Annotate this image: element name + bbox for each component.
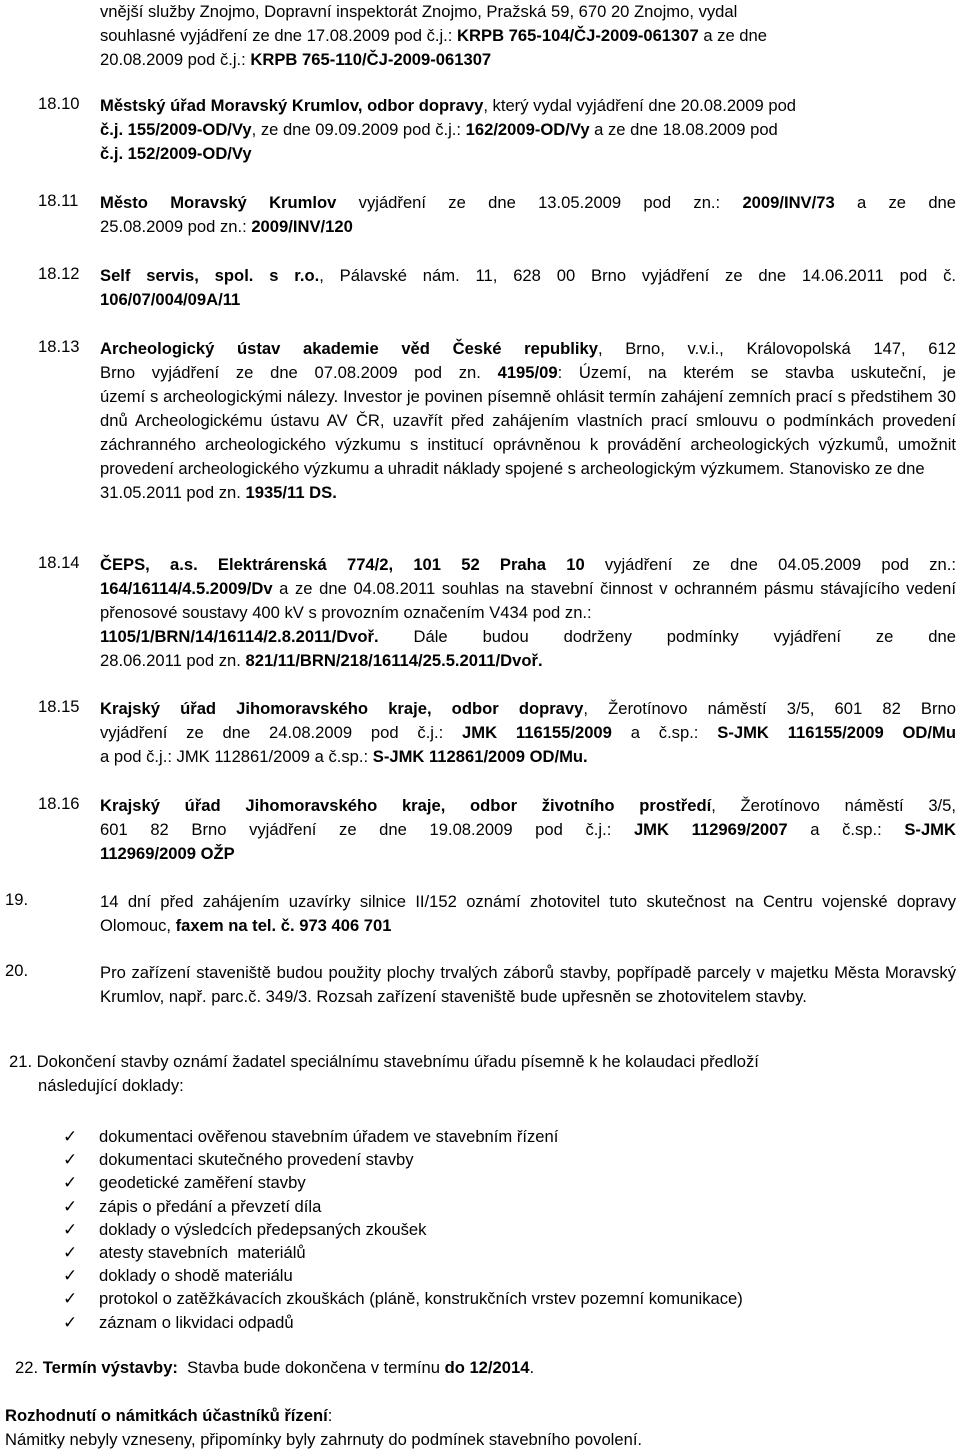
- text-span: a ze dne 04.08.2011 souhlas na stavební činnost v ochranném pásmu stávajícího vedení přenosové soustavy 400 kV s provozním označením V434 pod zn.:: [100, 579, 956, 622]
- text-line: vnější služby Znojmo, Dopravní inspektorát Znojmo, Pražská 59, 670 20 Znojmo, vydal: [100, 2, 738, 21]
- reference-number: JMK 112969/2007: [633, 820, 788, 839]
- list-item: [63, 1311, 743, 1334]
- reference-number: 162/2009-OD/Vy: [465, 120, 590, 139]
- paragraph: Pro zařízení staveniště budou použity plochy trvalých záborů stavby, popřípadě parcely v majetku Města Moravský Krumlov, např. parc.č. 349/3. Rozsah zařízení staveniště bude upřesněn se zhotovitelem stavby.: [100, 963, 956, 1006]
- reference-number: č.j. 155/2009-OD/Vy: [100, 120, 252, 139]
- authority-name: ČEPS, a.s. Elektrárenská 774/2, 101 52 Praha 10: [100, 555, 585, 574]
- check-icon: ✓: [63, 1242, 78, 1262]
- reference-number: JMK 116155/2009: [462, 723, 612, 742]
- list-item-text: dokumentaci skutečného provedení stavby: [99, 1150, 414, 1170]
- reference-number: 821/11/BRN/218/16114/25.5.2011/Dvoř.: [245, 651, 543, 670]
- list-item-text: doklady o výsledcích předepsaných zkoušek: [99, 1219, 427, 1239]
- reference-number: 2009/INV/120: [251, 217, 353, 236]
- item-number: 18.10: [38, 94, 80, 113]
- text-span: , Žerotínovo náměstí 3/5, 601 82 Brno: [583, 699, 956, 718]
- text-span: , Brno, v.v.i., Královopolská 147, 612: [597, 339, 956, 358]
- text-span: a ze dne: [834, 193, 957, 212]
- text-span: vyjádření ze dne 24.08.2009 pod č.j.:: [100, 723, 463, 742]
- text-span: , Pálavské nám. 11, 628 00 Brno vyjádření ze dne 14.06.2011 pod č.: [319, 266, 956, 285]
- reference-number: 1935/11 DS.: [245, 483, 337, 502]
- authority-name: Krajský úřad Jihomoravského kraje, odbor životního prostředí: [100, 796, 712, 815]
- text-span: .: [529, 1358, 535, 1377]
- paragraph: území s archeologickými nálezy. Investor je povinen písemně ohlásit termín zahájení zemních prací s předstihem 30 dnů Archeologickému ústavu AV ČR, uzavřít před zahájením vlastních prací smlouvu o podmínkách provedení záchranného archeologického výzkumu s institucí oprávněnou k provádění archeologických výzkumů, umožnit provedení archeologického výzkumu a uhradit náklady spojené s archeologickým výzkumem. Stanovisko ze dne: [100, 387, 956, 478]
- section-heading: Rozhodnutí o námitkách účastníků řízení: [5, 1406, 328, 1425]
- list-item: [63, 1125, 743, 1148]
- list-item: [63, 1148, 743, 1171]
- continuation-text: [100, 0, 956, 72]
- check-icon: ✓: [63, 1196, 78, 1216]
- list-item: [63, 1195, 743, 1218]
- list-item-text: geodetické zaměření stavby: [99, 1173, 306, 1193]
- reference-number: S-JMK 112861/2009 OD/Mu.: [372, 747, 588, 766]
- reference-number: 164/16114/4.5.2009/Dv: [100, 579, 273, 598]
- text-span: 601 82 Brno vyjádření ze dne 19.08.2009 pod č.j.:: [100, 820, 634, 839]
- text-span: Dále budou dodrženy podmínky vyjádření ze dne: [378, 627, 956, 646]
- item-number: 18.11: [38, 191, 79, 210]
- condition-21: [9, 1050, 909, 1098]
- list-item-text: zápis o předání a převzetí díla: [99, 1196, 322, 1216]
- check-icon: ✓: [63, 1173, 78, 1193]
- item-number: 18.15: [38, 697, 80, 716]
- reference-number: 4195/09: [497, 363, 558, 382]
- item-number: 18.14: [38, 553, 80, 572]
- text-span: Brno vyjádření ze dne 07.08.2009 pod zn.: [100, 363, 498, 382]
- objections-decision: [5, 1404, 642, 1452]
- text-span: a č.sp.:: [787, 820, 905, 839]
- text-span: , ze dne 09.09.2009 pod č.j.:: [251, 120, 466, 139]
- reference-number: S-JMK 116155/2009 OD/Mu: [717, 723, 956, 742]
- list-item-text: záznam o likvidaci odpadů: [99, 1312, 294, 1332]
- text-span: a ze dne: [698, 26, 767, 45]
- reference-number: S-JMK: [904, 820, 956, 839]
- list-item: [63, 1241, 743, 1264]
- check-icon: ✓: [63, 1127, 78, 1146]
- text-span: , Žerotínovo náměstí 3/5,: [711, 796, 957, 815]
- condition-22: [15, 1356, 534, 1380]
- check-icon: ✓: [63, 1289, 78, 1309]
- list-item-text: dokumentaci ověřenou stavebním úřadem ve stavebním řízení: [99, 1127, 559, 1146]
- authority-name: Krajský úřad Jihomoravského kraje, odbor dopravy: [100, 699, 584, 718]
- list-item: [63, 1287, 743, 1310]
- reference-number: 106/07/004/09A/11: [100, 290, 241, 309]
- text-span: vyjádření ze dne 04.05.2009 pod zn.:: [584, 555, 956, 574]
- text-span: Stavba bude dokončena v termínu: [177, 1358, 445, 1377]
- list-item: [63, 1264, 743, 1287]
- reference-number: 2009/INV/73: [742, 193, 835, 212]
- text-span: a pod č.j.: JMK 112861/2009 a č.sp.:: [100, 747, 373, 766]
- item-number: 18.12: [38, 264, 80, 283]
- item-number: 20.: [5, 961, 29, 980]
- reference-number: 1105/1/BRN/14/16114/2.8.2011/Dvoř.: [100, 627, 379, 646]
- authority-name: Self servis, spol. s r.o.: [100, 266, 320, 285]
- text-span: 20.08.2009 pod č.j.:: [100, 50, 251, 69]
- list-item-text: atesty stavebních materiálů: [99, 1242, 306, 1262]
- reference-number: KRPB 765-110/ČJ-2009-061307: [250, 50, 492, 69]
- text-span: 28.06.2011 pod zn.: [100, 651, 246, 670]
- text-span: a č.sp.:: [611, 723, 718, 742]
- term-label: Termín výstavby:: [42, 1358, 178, 1377]
- paragraph: 21. Dokončení stavby oznámí žadatel speciálnímu stavebnímu úřadu písemně k he kolaudaci předloží: [9, 1052, 759, 1071]
- text-span: a ze dne 18.08.2009 pod: [589, 120, 778, 139]
- check-icon: ✓: [63, 1312, 78, 1332]
- text-span: 25.08.2009 pod zn.:: [100, 217, 252, 236]
- paragraph: Námitky nebyly vzneseny, připomínky byly zahrnuty do podmínek stavebního povolení.: [5, 1430, 643, 1449]
- completion-date: do 12/2014: [444, 1358, 530, 1377]
- text-span: vyjádření ze dne 13.05.2009 pod zn.:: [336, 193, 743, 212]
- check-icon: ✓: [63, 1266, 78, 1286]
- fax-number: faxem na tel. č. 973 406 701: [175, 916, 392, 935]
- text-span: : Území, na kterém se stavba uskuteční, je: [557, 363, 956, 382]
- reference-number: KRPB 765-104/ČJ-2009-061307: [457, 26, 699, 45]
- item-number: 22.: [15, 1358, 43, 1377]
- item-number: 18.13: [38, 337, 80, 356]
- list-item: [63, 1218, 743, 1241]
- paragraph: následující doklady:: [38, 1076, 184, 1095]
- check-icon: ✓: [63, 1219, 78, 1239]
- item-number: 18.16: [38, 794, 80, 813]
- item-number: 19.: [5, 890, 29, 909]
- text-span: :: [327, 1406, 333, 1425]
- reference-number: 112969/2009 OŽP: [100, 844, 235, 863]
- authority-name: Město Moravský Krumlov: [100, 193, 337, 212]
- check-icon: ✓: [63, 1150, 78, 1170]
- list-item-text: doklady o shodě materiálu: [99, 1266, 293, 1286]
- authority-name: Archeologický ústav akademie věd České republiky: [100, 339, 598, 358]
- list-item: [63, 1171, 743, 1194]
- authority-name: Městský úřad Moravský Krumlov, odbor dopravy: [100, 96, 484, 115]
- text-span: souhlasné vyjádření ze dne 17.08.2009 pod č.j.:: [100, 26, 458, 45]
- text-span: 14 dní před zahájením uzavírky silnice II/152 oznámí zhotovitel tuto skutečnost na Centru vojenské dopravy Olomouc,: [100, 892, 956, 935]
- text-span: , který vydal vyjádření dne 20.08.2009 pod: [483, 96, 797, 115]
- required-documents-list: [63, 1125, 743, 1334]
- list-item-text: protokol o zatěžkávacích zkouškách (pláně, konstrukčních vrstev pozemní komunikace): [99, 1289, 743, 1309]
- reference-number: č.j. 152/2009-OD/Vy: [100, 144, 252, 163]
- text-span: 31.05.2011 pod zn.: [100, 483, 246, 502]
